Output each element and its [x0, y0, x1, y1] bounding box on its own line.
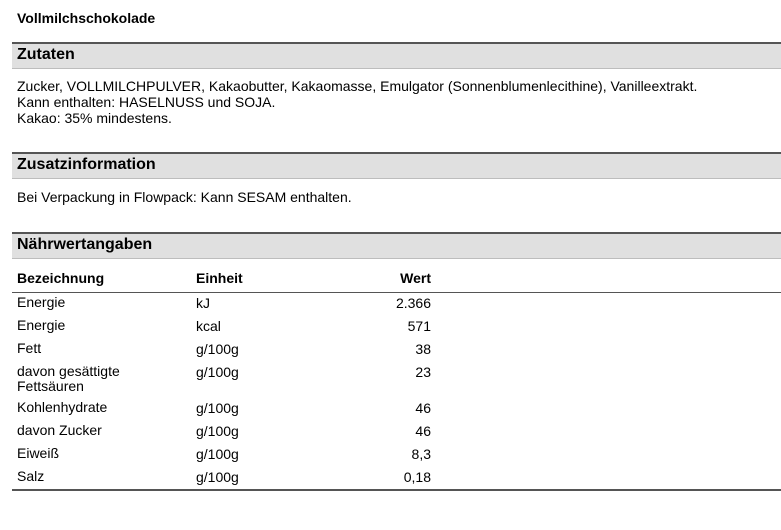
nutrient-unit: kJ: [196, 295, 210, 311]
section-title: Zusatzinformation: [17, 156, 156, 173]
column-header-name: Bezeichnung: [17, 270, 105, 286]
ingredients-line: Zucker, VOLLMILCHPULVER, Kakaobutter, Kakaomasse, Emulgator (Sonnenblumenlecithine), Vanilleextrakt.: [17, 78, 698, 94]
column-header-unit: Einheit: [196, 270, 243, 286]
section-title: Nährwertangaben: [17, 236, 153, 253]
nutrient-value: 2.366: [395, 295, 431, 311]
nutrient-value: 46: [415, 423, 431, 439]
bottom-divider: [12, 489, 781, 491]
table-row: [12, 339, 781, 362]
table-row: [12, 362, 781, 398]
nutrient-name: davon gesättigte Fettsäuren: [17, 363, 120, 394]
nutrient-unit: g/100g: [196, 400, 239, 416]
table-row: [12, 421, 781, 444]
nutrient-value: 571: [407, 318, 431, 334]
table-row: [12, 316, 781, 339]
table-header-row: [12, 266, 781, 293]
nutrient-name: Energie: [17, 317, 66, 333]
nutrient-name: Salz: [17, 468, 45, 484]
table-row: [12, 293, 781, 316]
nutrition-table: [12, 266, 781, 490]
ingredients-text: [17, 78, 697, 126]
nutrient-name: Energie: [17, 294, 66, 310]
table-row: [12, 444, 781, 467]
section-header-zusatzinformation: [12, 152, 781, 179]
nutrient-name: davon Zucker: [17, 422, 102, 438]
nutrient-name: Eiweiß: [17, 445, 60, 461]
product-title: Vollmilchschokolade: [17, 10, 156, 26]
section-title: Zutaten: [17, 46, 75, 63]
nutrient-name: Fett: [17, 340, 42, 356]
nutrient-unit: kcal: [196, 318, 221, 334]
nutrient-name: Kohlenhydrate: [17, 399, 108, 415]
nutrient-value: 38: [415, 341, 431, 357]
nutrient-value: 23: [415, 364, 431, 380]
nutrient-value: 8,3: [411, 446, 431, 462]
additional-info-line: Bei Verpackung in Flowpack: Kann SESAM enthalten.: [17, 189, 352, 205]
nutrient-value: 46: [415, 400, 431, 416]
nutrient-unit: g/100g: [196, 364, 239, 380]
additional-info-text: [17, 189, 352, 205]
nutrient-unit: g/100g: [196, 469, 239, 485]
table-row: [12, 398, 781, 421]
nutrient-value: 0,18: [403, 469, 431, 485]
table-row: [12, 467, 781, 490]
ingredients-line: Kann enthalten: HASELNUSS und SOJA.: [17, 94, 276, 110]
nutrient-unit: g/100g: [196, 446, 239, 462]
ingredients-line: Kakao: 35% mindestens.: [17, 110, 172, 126]
nutrient-unit: g/100g: [196, 423, 239, 439]
section-header-naehrwertangaben: [12, 232, 781, 259]
nutrient-unit: g/100g: [196, 341, 239, 357]
column-header-value: Wert: [400, 270, 431, 286]
section-header-zutaten: [12, 42, 781, 69]
